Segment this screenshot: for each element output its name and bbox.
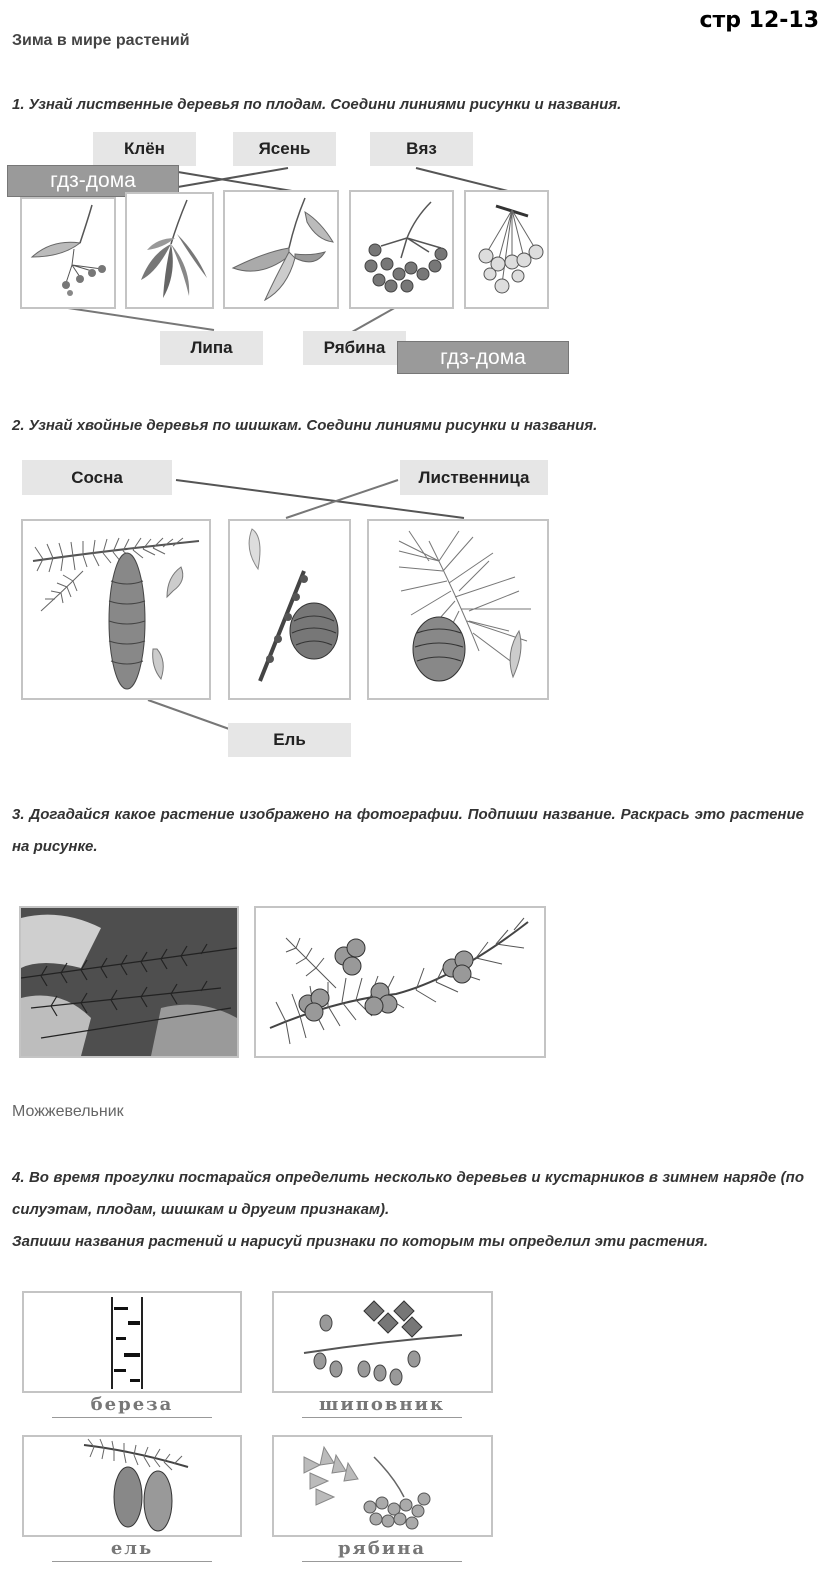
label-vyaz: Вяз bbox=[370, 132, 473, 166]
image-lipa-fruit bbox=[20, 197, 116, 309]
label-lipa: Липа bbox=[160, 331, 263, 365]
line-klen bbox=[178, 172, 298, 192]
image-rosehip bbox=[272, 1291, 493, 1393]
image-spruce bbox=[22, 1435, 242, 1537]
task1-text: 1. Узнай лиственные деревья по плодам. Соедини линиями рисунки и названия. bbox=[12, 96, 622, 113]
label-el: Ель bbox=[228, 723, 351, 757]
caption-shipovnik: шиповник bbox=[319, 1394, 445, 1415]
image-spruce-cone bbox=[21, 519, 211, 700]
label-klen: Клён bbox=[93, 132, 196, 166]
task4-text-line2: Запиши названия растений и нарисуй признаки по которым ты определил эти растения. bbox=[12, 1233, 709, 1250]
answer-line bbox=[302, 1561, 462, 1562]
answer-line bbox=[52, 1561, 212, 1562]
drawing-juniper bbox=[254, 906, 546, 1058]
task2-text: 2. Узнай хвойные деревья по шишкам. Соедини линиями рисунки и названия. bbox=[12, 417, 598, 434]
image-vyaz-fruit bbox=[464, 190, 549, 309]
caption-bereza: береза bbox=[90, 1394, 174, 1415]
task3-text: 3. Догадайся какое растение изображено на фотографии. Подпиши название. Раскрась это растение на рисунке. bbox=[12, 806, 804, 855]
page-number: стр 12-13 bbox=[699, 8, 819, 33]
line-lipa bbox=[68, 308, 214, 330]
line-yasen bbox=[172, 168, 288, 188]
line-ryabina bbox=[352, 306, 398, 332]
photo-juniper bbox=[19, 906, 239, 1058]
answer-line bbox=[302, 1417, 462, 1418]
task4-text-line1: 4. Во время прогулки постарайся определить несколько деревьев и кустарников в зимнем наряде (по силуэтам, плодам, шишкам и другим признакам). bbox=[12, 1169, 804, 1218]
label-yasen: Ясень bbox=[233, 132, 336, 166]
topic-title: Зима в мире растений bbox=[12, 32, 190, 49]
image-yasen-fruit bbox=[125, 192, 214, 309]
image-birch bbox=[22, 1291, 242, 1393]
watermark: гдз-дома bbox=[397, 341, 569, 374]
image-ryabina-fruit bbox=[349, 190, 454, 309]
caption-el: ель bbox=[110, 1538, 154, 1559]
watermark: гдз-дома bbox=[7, 165, 179, 197]
line-el bbox=[148, 700, 232, 730]
image-rowan bbox=[272, 1435, 493, 1537]
image-pine-cone bbox=[367, 519, 549, 700]
image-klen-fruit bbox=[223, 190, 339, 309]
line-listvennitsa bbox=[286, 480, 398, 518]
line-vyaz bbox=[416, 168, 512, 192]
label-ryabina: Рябина bbox=[303, 331, 406, 365]
caption-ryabina: рябина bbox=[337, 1538, 427, 1559]
label-sosna: Сосна bbox=[22, 460, 172, 495]
answer-line bbox=[52, 1417, 212, 1418]
image-larch-cone bbox=[228, 519, 351, 700]
label-listvennitsa: Лиственница bbox=[400, 460, 548, 495]
task3-answer: Можжевельник bbox=[12, 1103, 124, 1120]
